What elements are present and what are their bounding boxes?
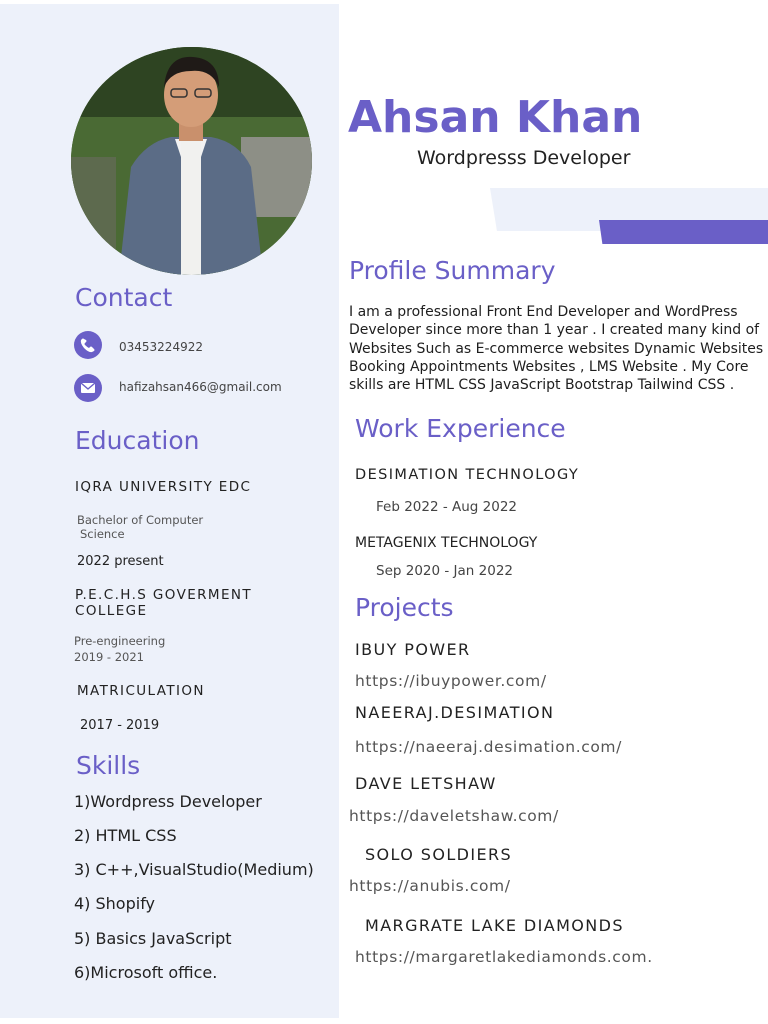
email-icon xyxy=(74,374,102,402)
skill-item: 6)Microsoft office. xyxy=(74,963,218,982)
education-degree-2: Pre-engineering xyxy=(74,634,166,648)
education-years-3: 2017 - 2019 xyxy=(80,718,160,733)
education-years-1: 2022 present xyxy=(77,554,164,569)
project-name: DAVE LETSHAW xyxy=(355,774,497,793)
project-link[interactable]: https://anubis.com/ xyxy=(349,877,511,895)
profile-summary-heading: Profile Summary xyxy=(349,256,556,285)
education-school-1: IQRA UNIVERSITY EDC xyxy=(75,479,252,495)
work-experience-heading: Work Experience xyxy=(355,414,566,443)
profile-summary-text: I am a professional Front End Developer and WordPress Developer since more than 1 year . I created many kind of Websites Such as E-commerce websites Dynamic Websites Booking Appointments Websites , LMS Website . My Core skills are HTML CSS JavaScript Bootstrap Tailwind CSS . xyxy=(349,304,764,394)
phone-icon xyxy=(74,331,102,359)
education-years-2: 2019 - 2021 xyxy=(74,650,144,664)
project-link[interactable]: https://naeeraj.desimation.com/ xyxy=(355,738,622,756)
job-role: Wordpresss Developer xyxy=(417,147,631,169)
person-name: Ahsan Khan xyxy=(348,92,643,143)
skill-item: 2) HTML CSS xyxy=(74,826,177,845)
projects-heading: Projects xyxy=(355,593,454,622)
work-dates-1: Feb 2022 - Aug 2022 xyxy=(376,499,518,515)
work-company-2: METAGENIX TECHNOLOGY xyxy=(355,535,538,551)
project-link[interactable]: https://daveletshaw.com/ xyxy=(349,807,559,825)
project-name: MARGRATE LAKE DIAMONDS xyxy=(365,916,624,935)
phone-number[interactable]: 03453224922 xyxy=(119,340,203,354)
person-photo-icon xyxy=(71,47,312,275)
project-name: NAEERAJ.DESIMATION xyxy=(355,703,555,722)
header-band-accent xyxy=(599,220,768,244)
skill-item: 1)Wordpress Developer xyxy=(74,792,262,811)
project-link[interactable]: https://margaretlakediamonds.com. xyxy=(355,948,653,966)
education-heading: Education xyxy=(75,426,200,455)
skill-item: 3) C++,VisualStudio(Medium) xyxy=(74,860,314,879)
education-school-3: MATRICULATION xyxy=(77,683,205,699)
email-address[interactable]: hafizahsan466@gmail.com xyxy=(119,380,282,394)
skill-item: 4) Shopify xyxy=(74,894,156,913)
education-school-2-line1: P.E.C.H.S GOVERMENT xyxy=(75,587,253,603)
project-name: SOLO SOLDIERS xyxy=(365,845,513,864)
education-degree-1-line2: Science xyxy=(80,527,125,541)
work-dates-2: Sep 2020 - Jan 2022 xyxy=(376,563,514,579)
profile-photo xyxy=(71,47,312,275)
education-school-2-line2: COLLEGE xyxy=(75,603,148,619)
project-link[interactable]: https://ibuypower.com/ xyxy=(355,672,547,690)
education-degree-1-line1: Bachelor of Computer xyxy=(77,513,204,527)
work-company-1: DESIMATION TECHNOLOGY xyxy=(355,467,580,483)
skill-item: 5) Basics JavaScript xyxy=(74,929,232,948)
skills-heading: Skills xyxy=(76,751,141,780)
contact-heading: Contact xyxy=(75,283,173,312)
project-name: IBUY POWER xyxy=(355,640,471,659)
